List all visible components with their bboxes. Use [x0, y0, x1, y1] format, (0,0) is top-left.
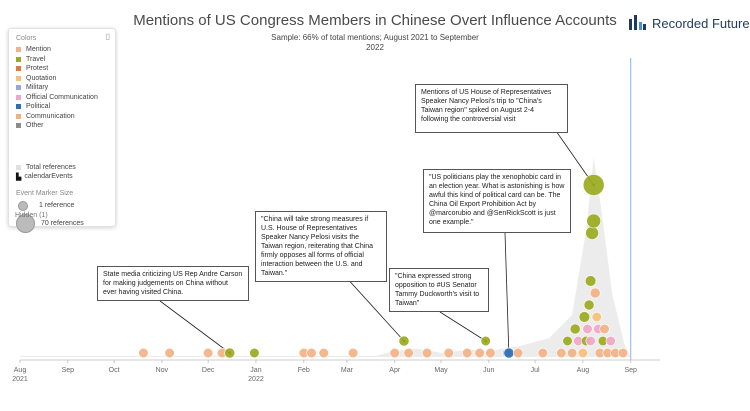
legend-item-political[interactable] — [16, 102, 50, 111]
event-marker — [606, 336, 616, 346]
legend-calendar-events[interactable] — [16, 172, 73, 181]
legend-item-label: Mention — [26, 46, 51, 53]
legend-item-quotation[interactable] — [16, 74, 56, 83]
event-marker — [590, 288, 600, 298]
annotation-box: "China expressed strong opposition to #US Senator Tammy Duckworth's visit to Taiwan" — [389, 268, 489, 312]
legend-size-small — [16, 201, 74, 210]
x-tick-label: Nov — [155, 367, 169, 374]
x-tick-label: Dec — [201, 367, 215, 374]
event-marker — [579, 312, 590, 323]
size-small-marker — [18, 201, 28, 211]
legend-total-references[interactable] — [16, 163, 76, 172]
event-marker — [250, 348, 260, 358]
legend-swatch — [16, 66, 21, 71]
event-marker — [538, 348, 548, 358]
event-marker — [578, 348, 588, 358]
legend-item-label: Communication — [26, 112, 75, 120]
legend-title: Colors — [16, 35, 37, 42]
x-tick-label: Jan — [250, 367, 262, 374]
legend-item-label: Quotation — [26, 74, 57, 82]
x-tick-year-label: 2021 — [12, 376, 28, 383]
event-marker — [504, 348, 514, 358]
annotation-box: "US politicians play the xenophobic card in an election year. What is astonishing is how awful this kind of political card can be. The China Oil Export Prohibition Act by @marcorubio and @SenRickScott is just one example." — [423, 169, 571, 233]
annotation-box: State media criticizing US Rep Andre Carson for making judgements on China without ever having visited China. — [97, 266, 249, 301]
legend-item-official-communication[interactable] — [16, 93, 98, 102]
legend-size-title: Event Marker Size — [16, 190, 74, 197]
event-marker — [585, 276, 596, 287]
x-tick-label: Aug — [13, 367, 27, 374]
event-marker — [390, 348, 400, 358]
event-marker — [307, 348, 317, 358]
event-marker — [444, 348, 454, 358]
legend-size-large — [16, 219, 84, 228]
x-tick-label: Sep — [624, 367, 637, 374]
event-marker — [570, 324, 580, 334]
legend-size-small-label: 1 reference — [39, 202, 75, 209]
legend-swatch — [16, 57, 21, 62]
x-tick-label: Mar — [340, 367, 353, 374]
annotation-leader-line — [440, 312, 486, 341]
x-tick-label: Jun — [483, 367, 495, 374]
legend-swatch — [16, 123, 21, 128]
legend-item-label: Other — [26, 122, 44, 129]
logo-text: Recorded Future — [652, 15, 750, 31]
event-marker — [586, 336, 596, 346]
annotation-leader-line — [505, 233, 509, 353]
event-marker — [422, 348, 432, 358]
event-marker — [513, 348, 523, 358]
event-marker — [165, 348, 175, 358]
annotation-box: Mentions of US House of Representatives Speaker Nancy Pelosi's trip to "China's Taiwan region" spiked on August 2-4 following the controversial visit — [415, 84, 568, 133]
annotation-box: "China will take strong measures if U.S. House of Representatives Speaker Nancy Pelosi visits the Taiwan region, reiterating that China firmly opposes all forms of official interaction between the U.S. and Taiwan." — [255, 211, 387, 282]
event-marker — [319, 348, 329, 358]
legend-swatch — [16, 104, 21, 109]
legend-hidden-toggle[interactable]: Hidden (1) — [15, 212, 48, 219]
legend-item-protest[interactable] — [16, 64, 48, 73]
x-tick-label: Aug — [576, 367, 590, 374]
legend-item-label: Military — [26, 84, 49, 91]
event-marker — [592, 312, 602, 322]
x-tick-label: Oct — [108, 367, 120, 374]
event-marker — [584, 300, 594, 310]
event-marker — [563, 336, 573, 346]
legend-item-military[interactable] — [16, 83, 48, 92]
event-marker — [557, 348, 567, 358]
legend-swatch — [16, 114, 21, 119]
legend-item-other[interactable] — [16, 121, 44, 130]
event-marker — [462, 348, 472, 358]
x-tick-label: Jul — [530, 367, 540, 374]
legend-item-label: Travel — [26, 55, 46, 63]
legend-item-mention[interactable] — [16, 45, 51, 54]
event-marker — [139, 348, 149, 358]
event-marker — [587, 214, 601, 228]
chart-subtitle: Sample: 66% of total mentions; August 2021 to September 2022 — [271, 33, 479, 52]
legend-item-label: Protest — [26, 65, 49, 72]
x-tick-label: May — [434, 367, 448, 374]
event-marker — [203, 348, 213, 358]
legend-swatch — [16, 85, 21, 90]
event-marker — [567, 348, 577, 358]
event-marker — [586, 227, 599, 240]
legend-swatch — [16, 76, 21, 81]
x-tick-label: Feb — [297, 367, 310, 374]
event-marker — [600, 324, 610, 334]
event-marker — [583, 175, 604, 196]
legend-pin-icon[interactable]: ▯ — [105, 32, 110, 41]
event-marker — [481, 336, 491, 346]
legend-item-travel[interactable] — [16, 55, 45, 64]
x-tick-label: Sep — [61, 367, 75, 374]
calendar-events-icon: ▙ — [16, 173, 22, 181]
event-marker — [486, 348, 496, 358]
x-tick-label: Apr — [389, 367, 401, 374]
legend-size-large-label: 70 references — [41, 220, 84, 227]
legend-total-label: Total references — [26, 164, 76, 171]
legend-item-communication[interactable] — [16, 112, 75, 121]
event-marker — [618, 348, 628, 358]
total-references-swatch — [16, 165, 21, 170]
event-marker — [404, 348, 414, 358]
event-marker — [475, 348, 485, 358]
annotation-leader-line — [160, 301, 230, 353]
legend-item-label: Official Communication — [26, 93, 98, 101]
legend-item-label: Political — [26, 103, 51, 110]
legend-swatch — [16, 47, 21, 52]
event-marker — [399, 336, 409, 346]
legend-calendar-label: calendarEvents — [24, 173, 73, 180]
x-tick-year-label: 2022 — [248, 376, 264, 383]
event-marker — [225, 348, 235, 358]
legend-swatch — [16, 95, 21, 100]
legend-panel[interactable] — [8, 28, 116, 227]
event-marker — [583, 324, 593, 334]
chart-title: Mentions of US Congress Members in Chinese Overt Influence Accounts — [133, 12, 617, 29]
event-marker — [348, 348, 358, 358]
